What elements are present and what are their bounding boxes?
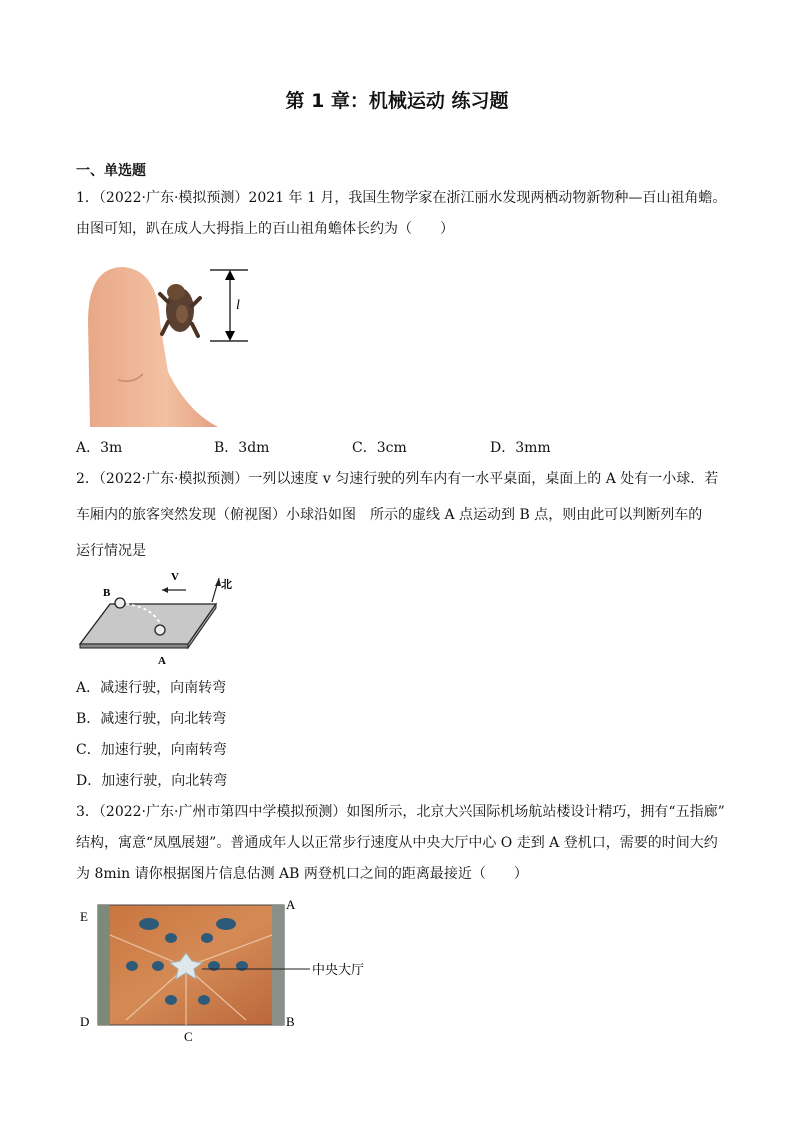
q1-text-line1: 1．（2022·广东·模拟预测）2021 年 1 月，我国生物学家在浙江丽水发现两栖动物新物种—百山祖角蟾。 — [76, 190, 727, 206]
q1-thumb-frog-figure — [78, 262, 258, 427]
section-heading: 一、单选题 — [76, 163, 146, 179]
q1-text-line2: 由图可知，趴在成人大拇指上的百山祖角蟾体长约为（ ） — [76, 221, 454, 237]
q1-option-c: C．3cm — [352, 440, 407, 456]
page-title: 第 1 章：机械运动 练习题 — [285, 90, 509, 112]
q3-text-line2: 结构，寓意“凤凰展翅”。普通成年人以正常步行速度从中央大厅中心 O 走到 A 登机口，需要的时间大约 — [76, 835, 718, 851]
q3-text-line1: 3．（2022·广东·广州市第四中学模拟预测）如图所示，北京大兴国际机场航站楼设计精巧，拥有“五指廊” — [76, 804, 725, 820]
q1-option-b: B．3dm — [214, 440, 270, 456]
q1-option-d: D．3mm — [490, 440, 551, 456]
label-a: A — [286, 897, 296, 912]
q3-airport-figure — [76, 895, 386, 1047]
label-b: B — [286, 1014, 295, 1029]
q2-text-line2: 车厢内的旅客突然发现（俯视图）小球沿如图 所示的虚线 A 点运动到 B 点，则由此可以判断列车的 — [76, 507, 703, 523]
q3-text-line3: 为 8min 请你根据图片信息估测 AB 两登机口之间的距离最接近（ ） — [76, 866, 528, 882]
label-v: V — [171, 571, 179, 583]
ball-position-b — [115, 598, 125, 608]
label-e: E — [80, 909, 88, 924]
label-central-hall: 中央大厅 — [312, 963, 365, 978]
q2-option-d: D．加速行驶，向北转弯 — [76, 773, 228, 789]
label-north: 北 — [221, 578, 232, 591]
q2-option-a: A．减速行驶，向南转弯 — [76, 680, 227, 696]
length-label: l — [236, 298, 240, 313]
label-b: B — [103, 587, 111, 599]
q2-text-line3: 运行情况是 — [76, 543, 146, 559]
ball-position-a — [155, 625, 165, 635]
frog-shape — [160, 284, 200, 336]
q2-table-figure — [76, 564, 246, 668]
thumb-shape — [88, 267, 218, 427]
label-c: C — [184, 1029, 193, 1044]
label-d: D — [80, 1014, 90, 1029]
q2-option-b: B．减速行驶，向北转弯 — [76, 711, 227, 727]
q2-option-c: C．加速行驶，向南转弯 — [76, 742, 227, 758]
q2-text-line1: 2．（2022·广东·模拟预测）一列以速度 v 匀速行驶的列车内有一水平桌面，桌面上的 A 处有一小球．若 — [76, 471, 719, 487]
q1-option-a: A．3m — [76, 440, 123, 456]
label-a: A — [158, 655, 166, 667]
